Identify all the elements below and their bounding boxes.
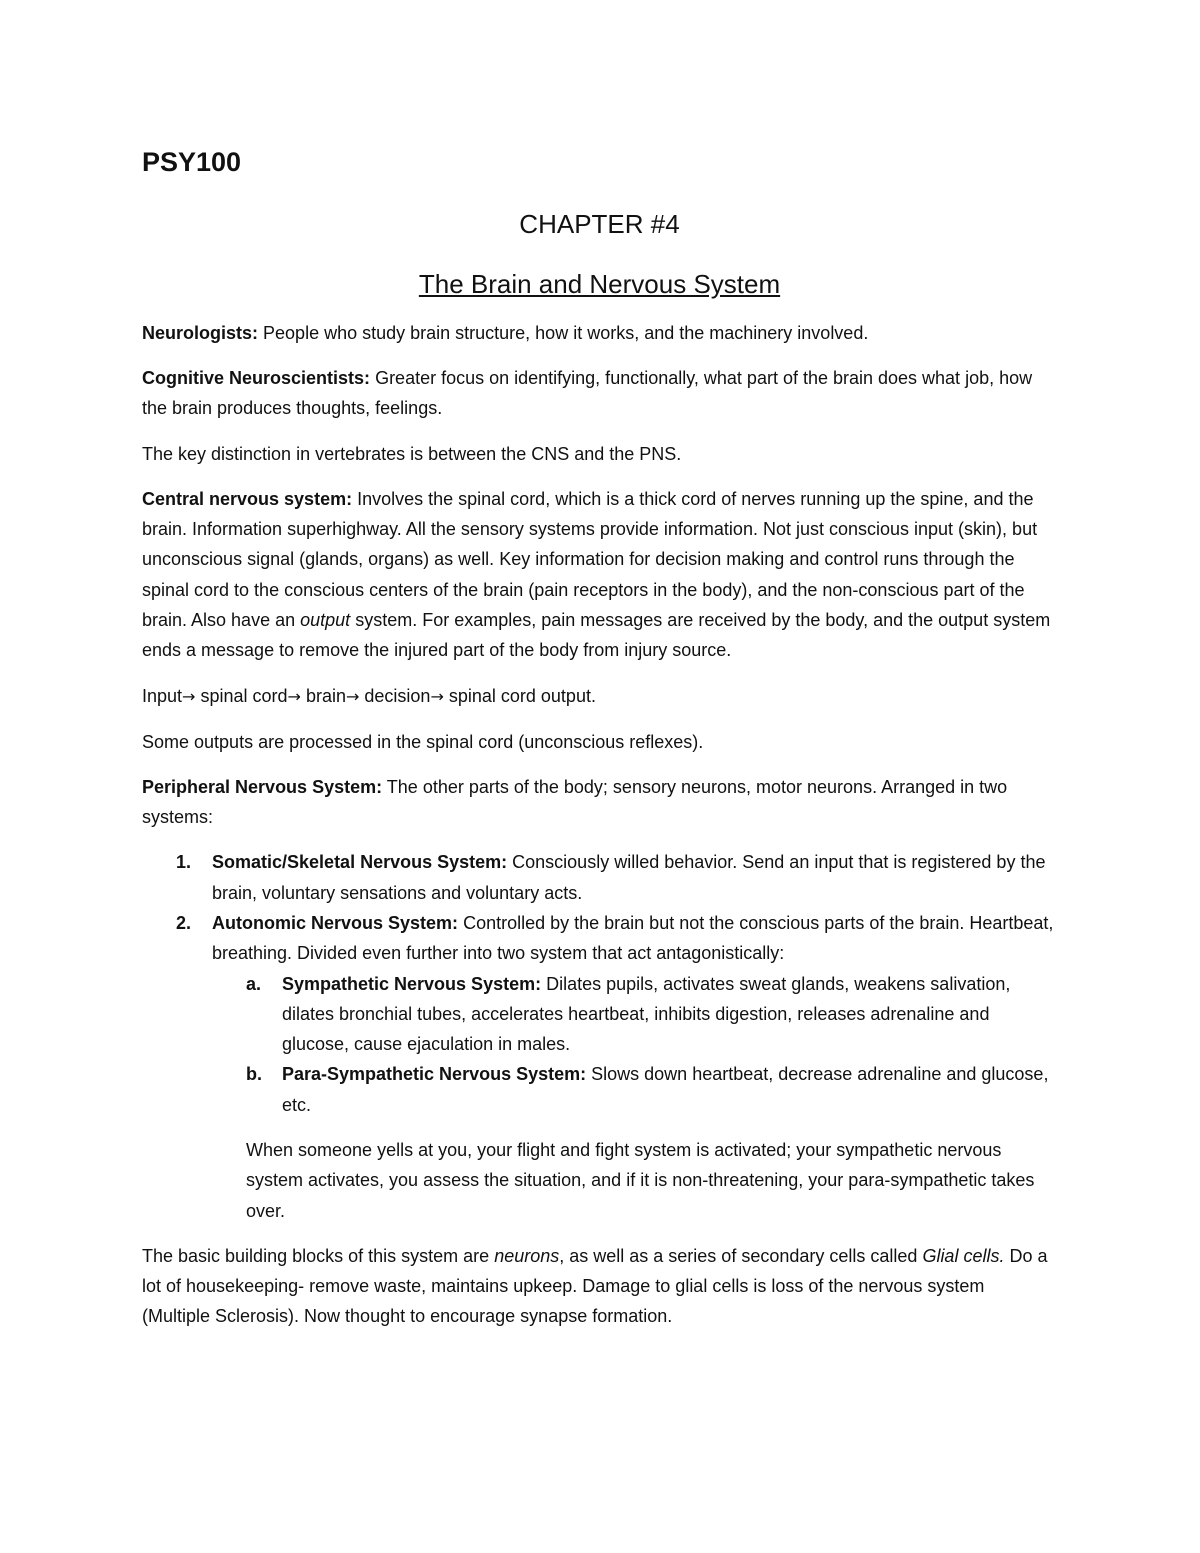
arrow-right-icon: →	[287, 686, 301, 706]
definition-neurologists-text: People who study brain structure, how it works, and the machinery involved.	[263, 323, 869, 343]
autonomic-text: Controlled by the brain but not the conscious parts of the brain. Heartbeat, breathing. Divided even further into two system that act antagonistically:	[212, 912, 1054, 964]
sympathetic-text: Dilates pupils, activates sweat glands, weakens salivation, dilates bronchial tubes, accelerates heartbeat, inhibits digestion, releases adrenaline and glucose, cause ejaculation in males.	[282, 973, 1011, 1055]
list-item-somatic	[142, 847, 1057, 908]
course-code: PSY100	[142, 147, 242, 177]
flow-step-output: spinal cord output.	[448, 685, 596, 706]
arrow-right-icon: →	[430, 686, 444, 706]
term-cns: Central nervous system:	[142, 488, 353, 509]
glial-part2: , as well as a series of secondary cells called	[559, 1245, 918, 1266]
glial-neurons-italic: neurons	[494, 1245, 560, 1266]
list-marker: 2.	[176, 912, 192, 933]
cns-text-before: Involves the spinal cord, which is a thick cord of nerves running up the spine, and the brain. Information superhighway. All the sensory systems provide information. Not just conscious input (skin), but unconscious signal (glands, organs) as well. Key information for decision making and control runs through the spinal cord to the conscious centers of the brain (pain receptors in the body), and the non-conscious part of the brain. Also have an	[142, 488, 1038, 631]
term-cognitive: Cognitive Neuroscientists:	[142, 368, 371, 389]
definition-pns	[142, 772, 1057, 833]
term-autonomic: Autonomic Nervous System:	[212, 912, 459, 933]
list-item-autonomic	[142, 908, 1057, 1120]
key-distinction: The key distinction in vertebrates is between the CNS and the PNS.	[142, 443, 682, 464]
term-sympathetic: Sympathetic Nervous System:	[282, 973, 542, 994]
definition-pns-text: The other parts of the body; sensory neurons, motor neurons. Arranged in two systems:	[142, 776, 1008, 828]
arrow-right-icon: →	[182, 686, 196, 706]
page-title: The Brain and Nervous System	[418, 269, 781, 299]
flow-line	[142, 681, 1057, 712]
flow-step-input: Input	[142, 685, 183, 706]
definition-cns	[142, 484, 1057, 666]
glial-paragraph	[142, 1241, 1057, 1332]
chapter-heading: CHAPTER #4	[519, 209, 680, 239]
flow-step-spinal-cord: spinal cord	[200, 685, 288, 706]
term-parasympathetic: Para-Sympathetic Nervous System:	[282, 1064, 587, 1085]
cns-output-italic: output	[300, 610, 351, 631]
parasympathetic-text: Slows down heartbeat, decrease adrenaline and glucose, etc.	[282, 1064, 1049, 1115]
cns-text-after: system. For examples, pain messages are received by the body, and the output system ends a message to remove the injured part of the body from injury source.	[142, 610, 1051, 661]
list-marker: 1.	[176, 852, 192, 873]
term-somatic: Somatic/Skeletal Nervous System:	[212, 852, 508, 873]
somatic-text: Consciously willed behavior. Send an input that is registered by the brain, voluntary sensations and voluntary acts.	[212, 852, 1046, 903]
arrow-right-icon: →	[345, 686, 360, 706]
flow-step-decision: decision	[364, 685, 431, 706]
document-body	[142, 318, 1057, 1347]
sublist-item-parasympathetic	[212, 1059, 1057, 1120]
term-neurologists: Neurologists:	[142, 323, 259, 343]
nervous-system-list	[142, 847, 1057, 1120]
definition-cognitive-text: Greater focus on identifying, functionally, what part of the brain does what job, how the brain produces thoughts, feelings.	[142, 368, 1033, 419]
autonomic-sublist	[212, 969, 1057, 1120]
sublist-marker: b.	[246, 1064, 262, 1085]
sublist-marker: a.	[246, 973, 262, 994]
term-pns: Peripheral Nervous System:	[142, 776, 383, 797]
example-note: When someone yells at you, your flight and fight system is activated; your sympathetic nervous system activates, you assess the situation, and if it is non-threatening, your para-sympathetic takes over.	[246, 1140, 1035, 1221]
definition-cognitive	[142, 363, 1057, 424]
glial-cells-italic: Glial cells.	[922, 1245, 1005, 1266]
sublist-item-sympathetic	[212, 969, 1057, 1060]
definition-neurologists	[142, 318, 1057, 348]
glial-part3: Do a lot of housekeeping- remove waste, maintains upkeep. Damage to glial cells is loss of the nervous system (Multiple Sclerosis). Now thought to encourage synapse formation.	[142, 1245, 1048, 1327]
glial-part1: The basic building blocks of this system are	[142, 1245, 490, 1266]
flow-step-brain: brain	[305, 685, 346, 706]
reflexes-note: Some outputs are processed in the spinal cord (unconscious reflexes).	[142, 731, 704, 752]
